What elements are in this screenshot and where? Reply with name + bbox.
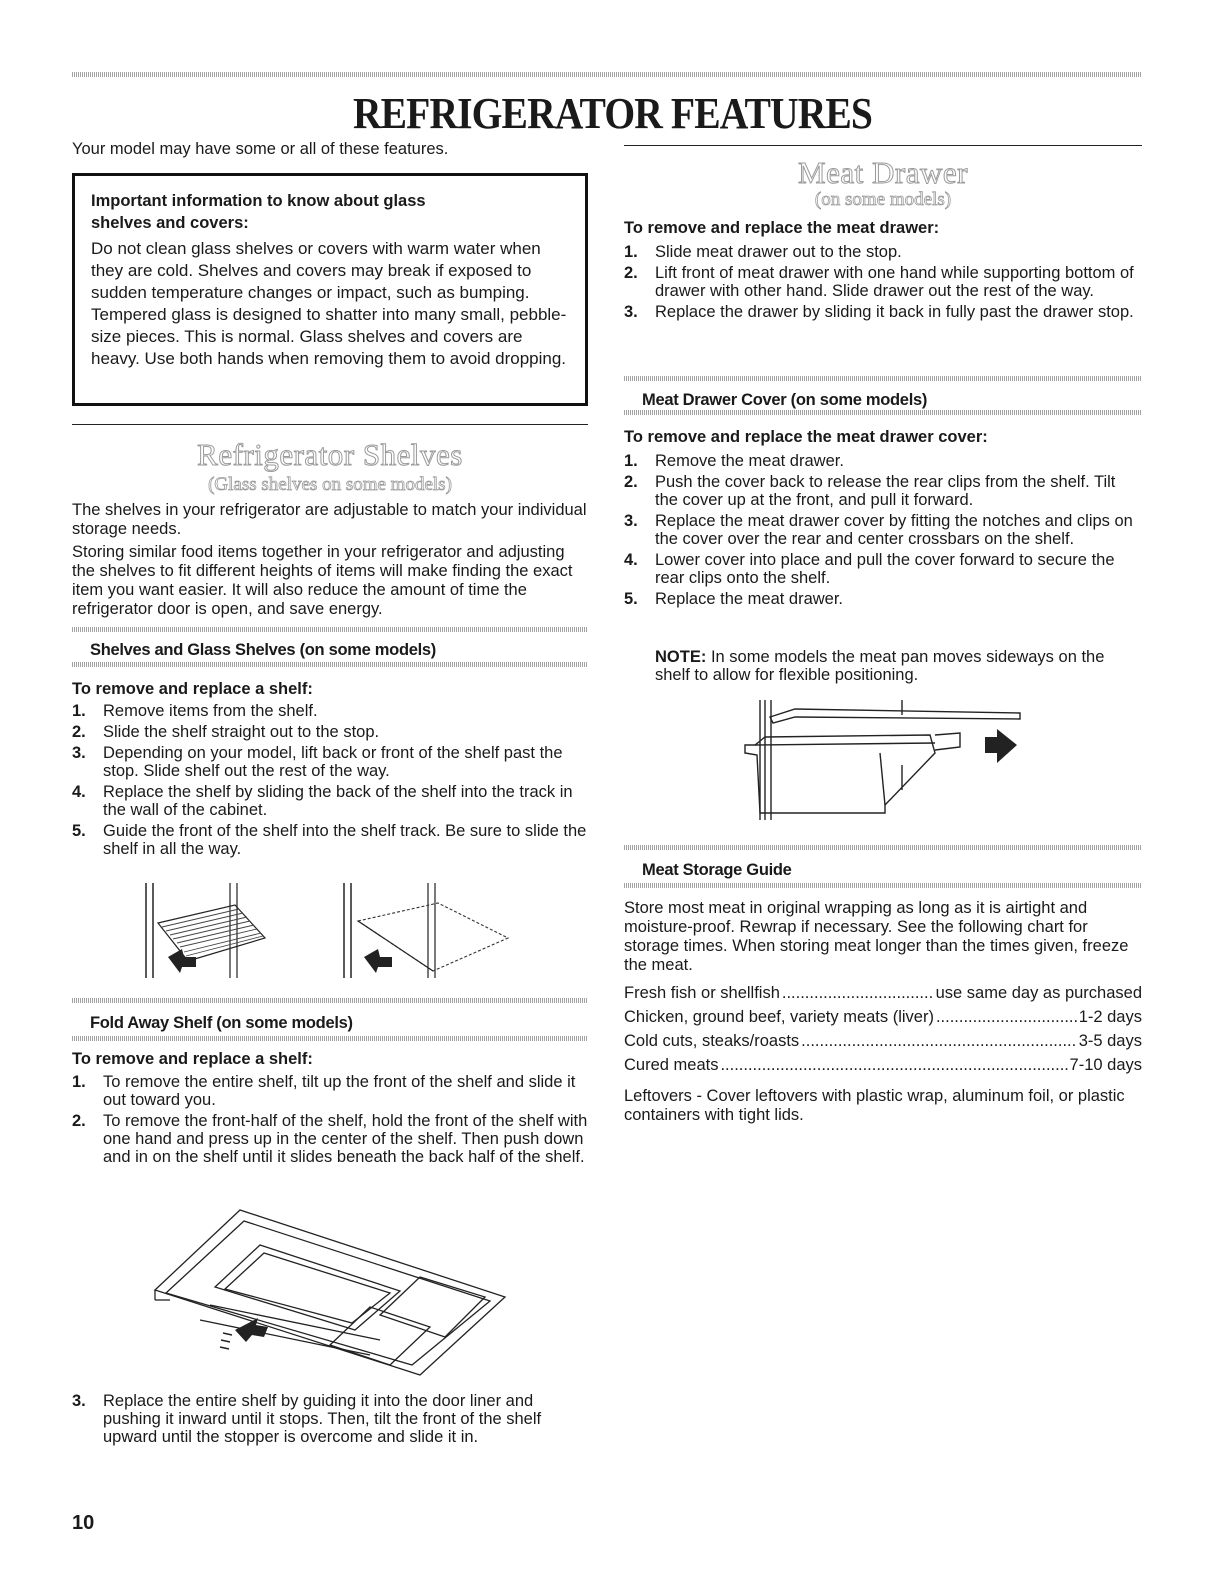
- list-item: [72, 723, 588, 741]
- glass-warning-body: Do not clean glass shelves or covers with warm water when they are cold. Shelves and covers may break if exposed to sudden temperature changes or impact, such as bumping. Tempered glass is designed to shatter into many small, pebble-size pieces. This is normal. Glass shelves and covers are heavy. Use both hands when removing them to avoid dropping.: [91, 239, 567, 368]
- step-number: 2.: [72, 723, 86, 741]
- step-text: Replace the shelf by sliding the back of the shelf into the track in the wall of the cabinet.: [103, 783, 573, 819]
- step-text: Lift front of meat drawer with one hand while supporting bottom of drawer with other hand. Slide drawer out the rest of the way.: [655, 264, 1134, 300]
- step-number: 3.: [72, 1392, 86, 1410]
- step-number: 5.: [624, 590, 638, 608]
- list-item: [72, 822, 588, 858]
- meat-drawer-title: Meat Drawer: [798, 155, 968, 190]
- shelf-steps: [72, 702, 588, 861]
- wire-shelf-illustration: [140, 883, 270, 983]
- step-number: 1.: [72, 1073, 86, 1091]
- fold-away-step-3: [72, 1392, 588, 1449]
- shelf-remove-heading: To remove and replace a shelf:: [72, 680, 313, 698]
- step-text: Remove items from the shelf.: [103, 702, 318, 720]
- table-row: [624, 984, 1142, 1003]
- fold-away-steps: [72, 1073, 588, 1169]
- step-number: 2.: [72, 1112, 86, 1130]
- step-text: Lower cover into place and pull the cover forward to secure the rear clips onto the shelf.: [655, 551, 1115, 587]
- step-number: 1.: [624, 452, 638, 470]
- page-title: REFRIGERATOR FEATURES: [352, 89, 873, 138]
- list-item: [624, 452, 1142, 470]
- step-text: Replace the meat drawer cover by fitting the notches and clips on the cover over the rear and center crossbars on the shelf.: [655, 512, 1133, 548]
- list-item: [624, 590, 1142, 608]
- step-text: Replace the entire shelf by guiding it into the door liner and pushing it inward until it stops. Then, tilt the front of the shelf upward until the stopper is overcome and slide it in.: [103, 1392, 542, 1446]
- note-text: In some models the meat pan moves sideways on the shelf to allow for flexible positioning.: [655, 648, 1105, 684]
- table-row: [624, 1032, 1142, 1051]
- meat-drawer-cover-header: Meat Drawer Cover (on some models): [642, 391, 928, 409]
- step-number: 3.: [624, 512, 638, 530]
- hatch: [624, 883, 1142, 888]
- intro-text: Your model may have some or all of these features.: [72, 140, 449, 158]
- step-number: 2.: [624, 473, 638, 491]
- meat-storage-header: Meat Storage Guide: [642, 861, 792, 879]
- list-item: [72, 1073, 588, 1109]
- step-text: To remove the entire shelf, tilt up the front of the shelf and slide it out toward you.: [103, 1073, 576, 1109]
- meat-drawer-steps: [624, 243, 1142, 324]
- top-rule: [72, 72, 1142, 77]
- step-number: 2.: [624, 264, 638, 282]
- step-text: Remove the meat drawer.: [655, 452, 844, 470]
- storage-time: 3-5 days: [1078, 1032, 1142, 1050]
- storage-time: 7-10 days: [1069, 1056, 1142, 1074]
- step-text: Depending on your model, lift back or front of the shelf past the stop. Slide shelf out the rest of the way.: [103, 744, 563, 780]
- meat-drawer-cover-steps: [624, 452, 1142, 611]
- meat-drawer-rule: [624, 145, 1142, 146]
- shelves-para-2: Storing similar food items together in your refrigerator and adjusting the shelves to fit different heights of items will make finding the exact item you want easier. It will also reduce the amount of time the refrigerator door is open, and save energy.: [72, 543, 573, 618]
- hatch: [624, 376, 1142, 381]
- list-item: [624, 512, 1142, 548]
- fold-away-shelf-illustration: [140, 1205, 520, 1380]
- shelves-para-1: The shelves in your refrigerator are adjustable to match your individual storage needs.: [72, 501, 587, 538]
- step-text: Replace the drawer by sliding it back in fully past the drawer stop.: [655, 303, 1134, 321]
- storage-intro: Store most meat in original wrapping as long as it is airtight and moisture-proof. Rewrap if necessary. See the following chart for storage times. When storing meat longer than the times given, freeze the meat.: [624, 899, 1129, 974]
- storage-item: Fresh fish or shellfish: [624, 984, 780, 1002]
- step-text: To remove the front-half of the shelf, hold the front of the shelf with one hand and press up in the center of the shelf. Then push down and in on the shelf until it slides beneath the back half of the shelf.: [103, 1112, 588, 1166]
- step-number: 3.: [624, 303, 638, 321]
- storage-item: Chicken, ground beef, variety meats (liver): [624, 1008, 934, 1026]
- list-item: [72, 1392, 588, 1446]
- list-item: [624, 243, 1142, 261]
- page-number: 10: [72, 1512, 95, 1534]
- meat-drawer-subtitle: (on some models): [814, 189, 952, 210]
- glass-warning-heading: Important information to know about glass shelves and covers:: [91, 192, 426, 232]
- step-number: 3.: [72, 744, 86, 762]
- glass-shelf-illustration: [338, 883, 518, 983]
- step-number: 1.: [72, 702, 86, 720]
- list-item: [624, 264, 1142, 300]
- hatch: [624, 410, 1142, 415]
- glass-warning-box: [72, 173, 588, 406]
- step-text: Guide the front of the shelf into the shelf track. Be sure to slide the shelf in all the way.: [103, 822, 587, 858]
- storage-item: Cured meats: [624, 1056, 719, 1074]
- step-text: Slide meat drawer out to the stop.: [655, 243, 902, 261]
- step-text: Replace the meat drawer.: [655, 590, 844, 608]
- glass-shelves-header: Shelves and Glass Shelves (on some models): [90, 641, 436, 659]
- list-item: [624, 303, 1142, 321]
- shelves-title: Refrigerator Shelves: [197, 437, 463, 472]
- hatch: [72, 627, 588, 632]
- list-item: [72, 783, 588, 819]
- step-text: Push the cover back to release the rear clips from the shelf. Tilt the cover up at the front, and pull it forward.: [655, 473, 1116, 509]
- step-number: 4.: [72, 783, 86, 801]
- meat-drawer-remove-heading: To remove and replace the meat drawer:: [624, 219, 940, 237]
- step-text: Slide the shelf straight out to the stop.: [103, 723, 380, 741]
- list-item: [72, 1112, 588, 1166]
- fold-away-header: Fold Away Shelf (on some models): [90, 1014, 353, 1032]
- hatch: [72, 998, 588, 1003]
- table-row: [624, 1008, 1142, 1027]
- shelves-subtitle: (Glass shelves on some models): [208, 474, 452, 495]
- storage-time: use same day as purchased: [935, 984, 1142, 1002]
- list-item: [624, 473, 1142, 509]
- meat-drawer-illustration: [735, 695, 1035, 825]
- hatch: [72, 1036, 588, 1041]
- table-row: [624, 1056, 1142, 1075]
- shelves-rule: [72, 424, 588, 425]
- fold-away-remove-heading: To remove and replace a shelf:: [72, 1050, 313, 1068]
- step-number: 4.: [624, 551, 638, 569]
- list-item: [72, 702, 588, 720]
- step-number: 5.: [72, 822, 86, 840]
- note: [655, 648, 1142, 684]
- note-label: NOTE:: [655, 648, 707, 666]
- hatch: [624, 845, 1142, 850]
- storage-table: [624, 984, 1142, 1080]
- list-item: [72, 744, 588, 780]
- hatch: [72, 662, 588, 667]
- meat-drawer-cover-heading: To remove and replace the meat drawer cover:: [624, 428, 988, 446]
- storage-item: Cold cuts, steaks/roasts: [624, 1032, 800, 1050]
- list-item: [624, 551, 1142, 587]
- storage-leftovers: Leftovers - Cover leftovers with plastic wrap, aluminum foil, or plastic containers with tight lids.: [624, 1087, 1125, 1124]
- step-number: 1.: [624, 243, 638, 261]
- storage-time: 1-2 days: [1078, 1008, 1142, 1026]
